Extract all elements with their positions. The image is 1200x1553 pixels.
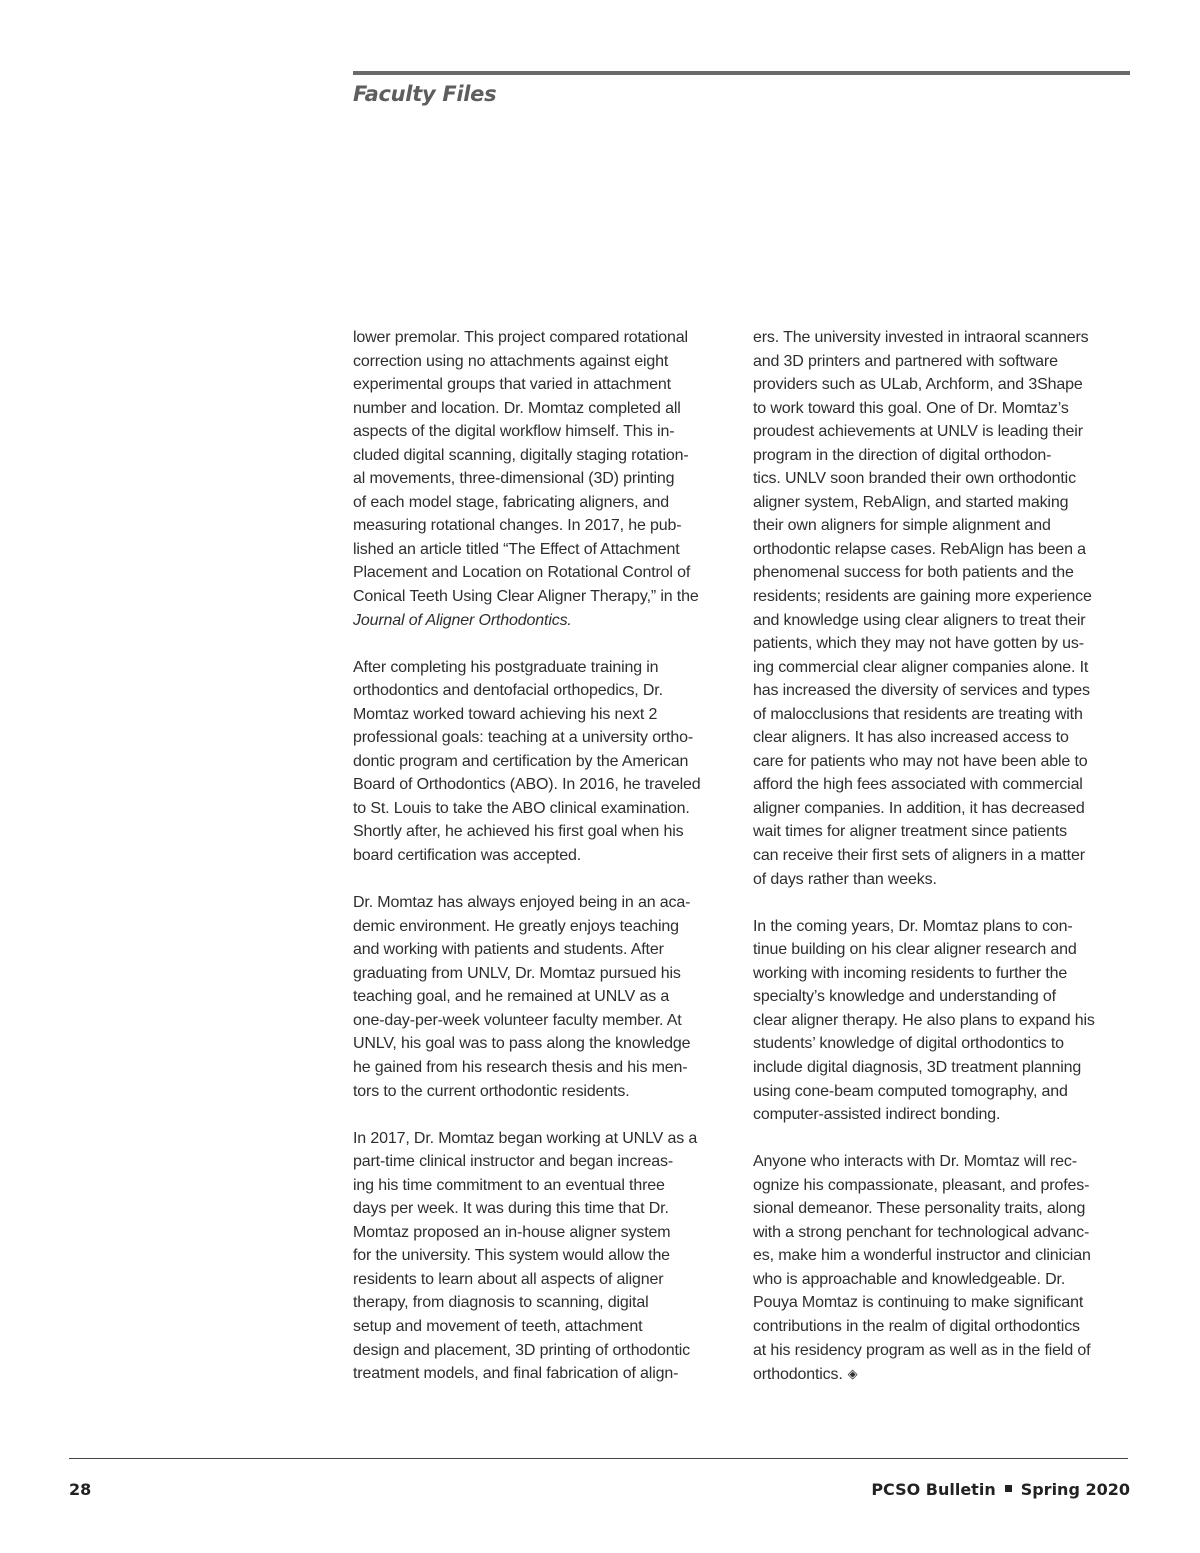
text-line	[753, 679, 1131, 703]
text-line	[353, 985, 731, 1009]
text-line-content: sional demeanor. These personality traits, along	[753, 1200, 1086, 1218]
text-line-content: ognize his compassionate, pleasant, and profes-	[753, 1176, 1090, 1194]
text-line-content: teaching goal, and he remained at UNLV as a	[353, 988, 670, 1006]
text-line-content: clear aligner therapy. He also plans to expand his	[753, 1011, 1095, 1029]
text-line-content: measuring rotational changes. In 2017, he pub-	[353, 517, 682, 535]
paragraph-gap	[753, 891, 1131, 915]
text-line-content: Board of Orthodontics (ABO). In 2016, he traveled	[353, 776, 701, 794]
text-line-content: specialty’s knowledge and understanding of	[753, 988, 1056, 1006]
text-line-content: students’ knowledge of digital orthodontics to	[753, 1035, 1064, 1053]
text-line-content: can receive their first sets of aligners in a matter	[753, 847, 1085, 865]
text-line	[353, 820, 731, 844]
text-line-content: treatment models, and final fabrication of align-	[353, 1365, 679, 1383]
text-line-content: al movements, three-dimensional (3D) printing	[353, 470, 675, 488]
text-line-content: computer-assisted indirect bonding.	[753, 1106, 1001, 1124]
text-line	[353, 1009, 731, 1033]
text-line	[353, 350, 731, 374]
text-line	[753, 1103, 1131, 1127]
text-line	[353, 1315, 731, 1339]
text-line	[753, 820, 1131, 844]
text-line-content: days per week. It was during this time that Dr.	[353, 1200, 669, 1218]
text-line	[353, 1127, 731, 1151]
text-line	[353, 891, 731, 915]
text-line-content: providers such as ULab, Archform, and 3Shape	[753, 376, 1083, 394]
text-line	[353, 1291, 731, 1315]
text-line	[753, 750, 1131, 774]
text-line	[353, 538, 731, 562]
text-line-content: program in the direction of digital orthodon-	[753, 446, 1052, 464]
text-line	[353, 938, 731, 962]
text-line	[753, 1150, 1131, 1174]
page-number: 28	[69, 1480, 92, 1499]
text-line	[753, 726, 1131, 750]
text-line	[353, 561, 731, 585]
text-line-content: at his residency program as well as in the field of	[753, 1341, 1091, 1359]
text-line	[753, 1291, 1131, 1315]
text-line	[353, 1339, 731, 1363]
text-line	[353, 326, 731, 350]
text-line-content: experimental groups that varied in attachment	[353, 376, 671, 394]
text-line-content: Shortly after, he achieved his first goal when his	[353, 823, 684, 841]
text-line	[753, 491, 1131, 515]
text-line-content: Journal of Aligner Orthodontics.	[353, 611, 572, 629]
text-line	[753, 609, 1131, 633]
text-line	[753, 397, 1131, 421]
text-line-content: UNLV, his goal was to pass along the knowledge	[353, 1035, 691, 1053]
text-line	[353, 797, 731, 821]
text-line	[353, 1197, 731, 1221]
text-line	[353, 585, 731, 609]
text-line-content: In 2017, Dr. Momtaz began working at UNLV as a	[353, 1129, 698, 1147]
text-line	[753, 915, 1131, 939]
text-line	[753, 1315, 1131, 1339]
text-line-content: tinue building on his clear aligner research and	[753, 941, 1077, 959]
text-line	[353, 397, 731, 421]
text-line-content: and knowledge using clear aligners to treat their	[753, 611, 1086, 629]
text-line-content: contributions in the realm of digital orthodontics	[753, 1317, 1080, 1335]
text-line-content: aligner companies. In addition, it has decreased	[753, 799, 1085, 817]
text-line	[753, 1339, 1131, 1363]
text-line	[753, 656, 1131, 680]
text-line-content: ing his time commitment to an eventual three	[353, 1176, 665, 1194]
text-line	[353, 514, 731, 538]
text-line-content: patients, which they may not have gotten by us-	[753, 635, 1084, 653]
text-line-content: and 3D printers and partnered with software	[753, 352, 1058, 370]
text-line	[753, 985, 1131, 1009]
text-line-content: therapy, from diagnosis to scanning, digital	[353, 1294, 649, 1312]
text-line-content: professional goals: teaching at a university ortho-	[353, 729, 694, 747]
text-line-content: to St. Louis to take the ABO clinical examination.	[353, 799, 690, 817]
text-line	[353, 1056, 731, 1080]
text-line	[353, 467, 731, 491]
text-line-content: orthodontics.	[753, 1366, 843, 1384]
text-line-content: After completing his postgraduate training in	[353, 658, 659, 676]
text-line-content: residents; residents are gaining more experience	[753, 588, 1092, 606]
text-line-content: for the university. This system would allow the	[353, 1247, 670, 1265]
text-line-content: has increased the diversity of services and types	[753, 682, 1090, 700]
text-line	[353, 1268, 731, 1292]
text-line	[353, 1150, 731, 1174]
header-rule	[353, 71, 1130, 75]
text-line	[753, 868, 1131, 892]
text-line-content: wait times for aligner treatment since patients	[753, 823, 1067, 841]
text-line	[353, 1244, 731, 1268]
text-line-content: clear aligners. It has also increased access to	[753, 729, 1069, 747]
text-line-content: cluded digital scanning, digitally staging rotation-	[353, 446, 689, 464]
text-line-content: lower premolar. This project compared rotational	[353, 329, 688, 346]
text-line-content: of malocclusions that residents are treating with	[753, 705, 1083, 723]
text-line-content: of each model stage, fabricating aligners, and	[353, 493, 669, 511]
text-line	[353, 1032, 731, 1056]
text-line-content: residents to learn about all aspects of aligner	[353, 1270, 664, 1288]
text-line-content: correction using no attachments against eight	[353, 352, 669, 370]
text-line	[753, 561, 1131, 585]
text-line-content: Conical Teeth Using Clear Aligner Therapy,” in the	[353, 588, 699, 606]
text-line-content: of days rather than weeks.	[753, 870, 937, 888]
publication-name: PCSO Bulletin	[871, 1480, 996, 1499]
text-line-content: Placement and Location on Rotational Control of	[353, 564, 691, 582]
text-line-content: tors to the current orthodontic residents.	[353, 1082, 630, 1100]
text-line-content: lished an article titled “The Effect of Attachment	[353, 540, 680, 558]
text-line-content: Pouya Momtaz is continuing to make significant	[753, 1294, 1084, 1312]
text-line-content: es, make him a wonderful instructor and clinician	[753, 1247, 1091, 1265]
text-line-content: who is approachable and knowledgeable. Dr.	[753, 1270, 1066, 1288]
issue-label: Spring 2020	[1020, 1480, 1130, 1499]
text-line	[353, 444, 731, 468]
text-line	[753, 1244, 1131, 1268]
article-column-right	[753, 326, 1131, 1386]
text-line	[753, 1080, 1131, 1104]
separator-square-icon	[1005, 1485, 1012, 1492]
text-line	[353, 962, 731, 986]
text-line	[753, 514, 1131, 538]
text-line	[353, 656, 731, 680]
text-line	[353, 679, 731, 703]
text-line	[353, 1080, 731, 1104]
text-line	[753, 844, 1131, 868]
text-line-content: their own aligners for simple alignment and	[753, 517, 1051, 535]
text-line-content: design and placement, 3D printing of orthodontic	[353, 1341, 691, 1359]
text-line-content: ers. The university invested in intraoral scanners	[753, 329, 1089, 346]
text-line-content: proudest achievements at UNLV is leading their	[753, 423, 1083, 441]
text-line	[753, 444, 1131, 468]
text-line	[753, 326, 1131, 350]
text-line-content: using cone-beam computed tomography, and	[753, 1082, 1068, 1100]
text-line-content: demic environment. He greatly enjoys teaching	[353, 917, 679, 935]
text-line-content: setup and movement of teeth, attachment	[353, 1317, 643, 1335]
text-line	[353, 609, 731, 633]
text-line	[753, 350, 1131, 374]
text-line	[353, 491, 731, 515]
text-line	[353, 726, 731, 750]
text-line-content: In the coming years, Dr. Momtaz plans to con-	[753, 917, 1073, 935]
text-line-content: graduating from UNLV, Dr. Momtaz pursued his	[353, 964, 681, 982]
text-line-content: afford the high fees associated with commercial	[753, 776, 1083, 794]
text-line-content: Dr. Momtaz has always enjoyed being in an aca-	[353, 894, 691, 912]
text-line-content: board certification was accepted.	[353, 847, 582, 865]
text-line-content: dontic program and certification by the American	[353, 752, 689, 770]
text-line	[753, 420, 1131, 444]
text-line	[753, 1032, 1131, 1056]
text-line	[753, 773, 1131, 797]
text-line-content: orthodontics and dentofacial orthopedics, Dr.	[353, 682, 663, 700]
end-of-article-icon: ◈	[847, 1366, 858, 1382]
text-line	[753, 703, 1131, 727]
text-line-content: aspects of the digital workflow himself. This in-	[353, 423, 675, 441]
text-line-content: phenomenal success for both patients and the	[753, 564, 1074, 582]
text-line	[753, 632, 1131, 656]
text-line-content: ing commercial clear aligner companies alone. It	[753, 658, 1089, 676]
text-line	[753, 467, 1131, 491]
text-line	[353, 420, 731, 444]
text-line	[353, 915, 731, 939]
paragraph-gap	[353, 868, 731, 892]
text-line-content: care for patients who may not have been able to	[753, 752, 1088, 770]
text-line-content: include digital diagnosis, 3D treatment planning	[753, 1058, 1082, 1076]
text-line	[753, 585, 1131, 609]
text-line-content: he gained from his research thesis and his men-	[353, 1058, 688, 1076]
text-line	[753, 373, 1131, 397]
text-line-content: one-day-per-week volunteer faculty member. At	[353, 1011, 682, 1029]
text-line	[353, 750, 731, 774]
text-line-content: number and location. Dr. Momtaz completed all	[353, 399, 681, 417]
text-line	[353, 1221, 731, 1245]
paragraph-gap	[353, 1103, 731, 1127]
text-line	[753, 1174, 1131, 1198]
text-line	[753, 1197, 1131, 1221]
text-line	[753, 1009, 1131, 1033]
text-line	[753, 1056, 1131, 1080]
paragraph-gap	[753, 1127, 1131, 1151]
text-line	[353, 844, 731, 868]
text-line-content: Momtaz proposed an in-house aligner system	[353, 1223, 671, 1241]
text-line	[753, 962, 1131, 986]
article-column-left	[353, 326, 731, 1386]
text-line-content: Anyone who interacts with Dr. Momtaz will rec-	[753, 1153, 1077, 1171]
text-line-content: with a strong penchant for technological advanc-	[753, 1223, 1090, 1241]
text-line	[353, 373, 731, 397]
text-line	[753, 538, 1131, 562]
text-line	[753, 1221, 1131, 1245]
section-title: Faculty Files	[353, 82, 497, 106]
text-line-content: and working with patients and students. After	[353, 941, 664, 959]
paragraph-gap	[353, 632, 731, 656]
text-line	[753, 797, 1131, 821]
text-line	[753, 1362, 1131, 1386]
text-line-content: part-time clinical instructor and began increas-	[353, 1153, 674, 1171]
text-line-content: aligner system, RebAlign, and started making	[753, 493, 1069, 511]
text-line-content: Momtaz worked toward achieving his next 2	[353, 705, 658, 723]
text-line	[753, 938, 1131, 962]
text-line-content: orthodontic relapse cases. RebAlign has been a	[753, 540, 1086, 558]
text-line-content: working with incoming residents to further the	[753, 964, 1068, 982]
footer-publication-info	[871, 1480, 1130, 1499]
text-line	[353, 703, 731, 727]
text-line-content: tics. UNLV soon branded their own orthodontic	[753, 470, 1076, 488]
text-line-content: to work toward this goal. One of Dr. Momtaz’s	[753, 399, 1069, 417]
text-line	[753, 1268, 1131, 1292]
text-line	[353, 1362, 731, 1386]
text-line	[353, 773, 731, 797]
text-line	[353, 1174, 731, 1198]
footer-rule	[69, 1458, 1128, 1459]
